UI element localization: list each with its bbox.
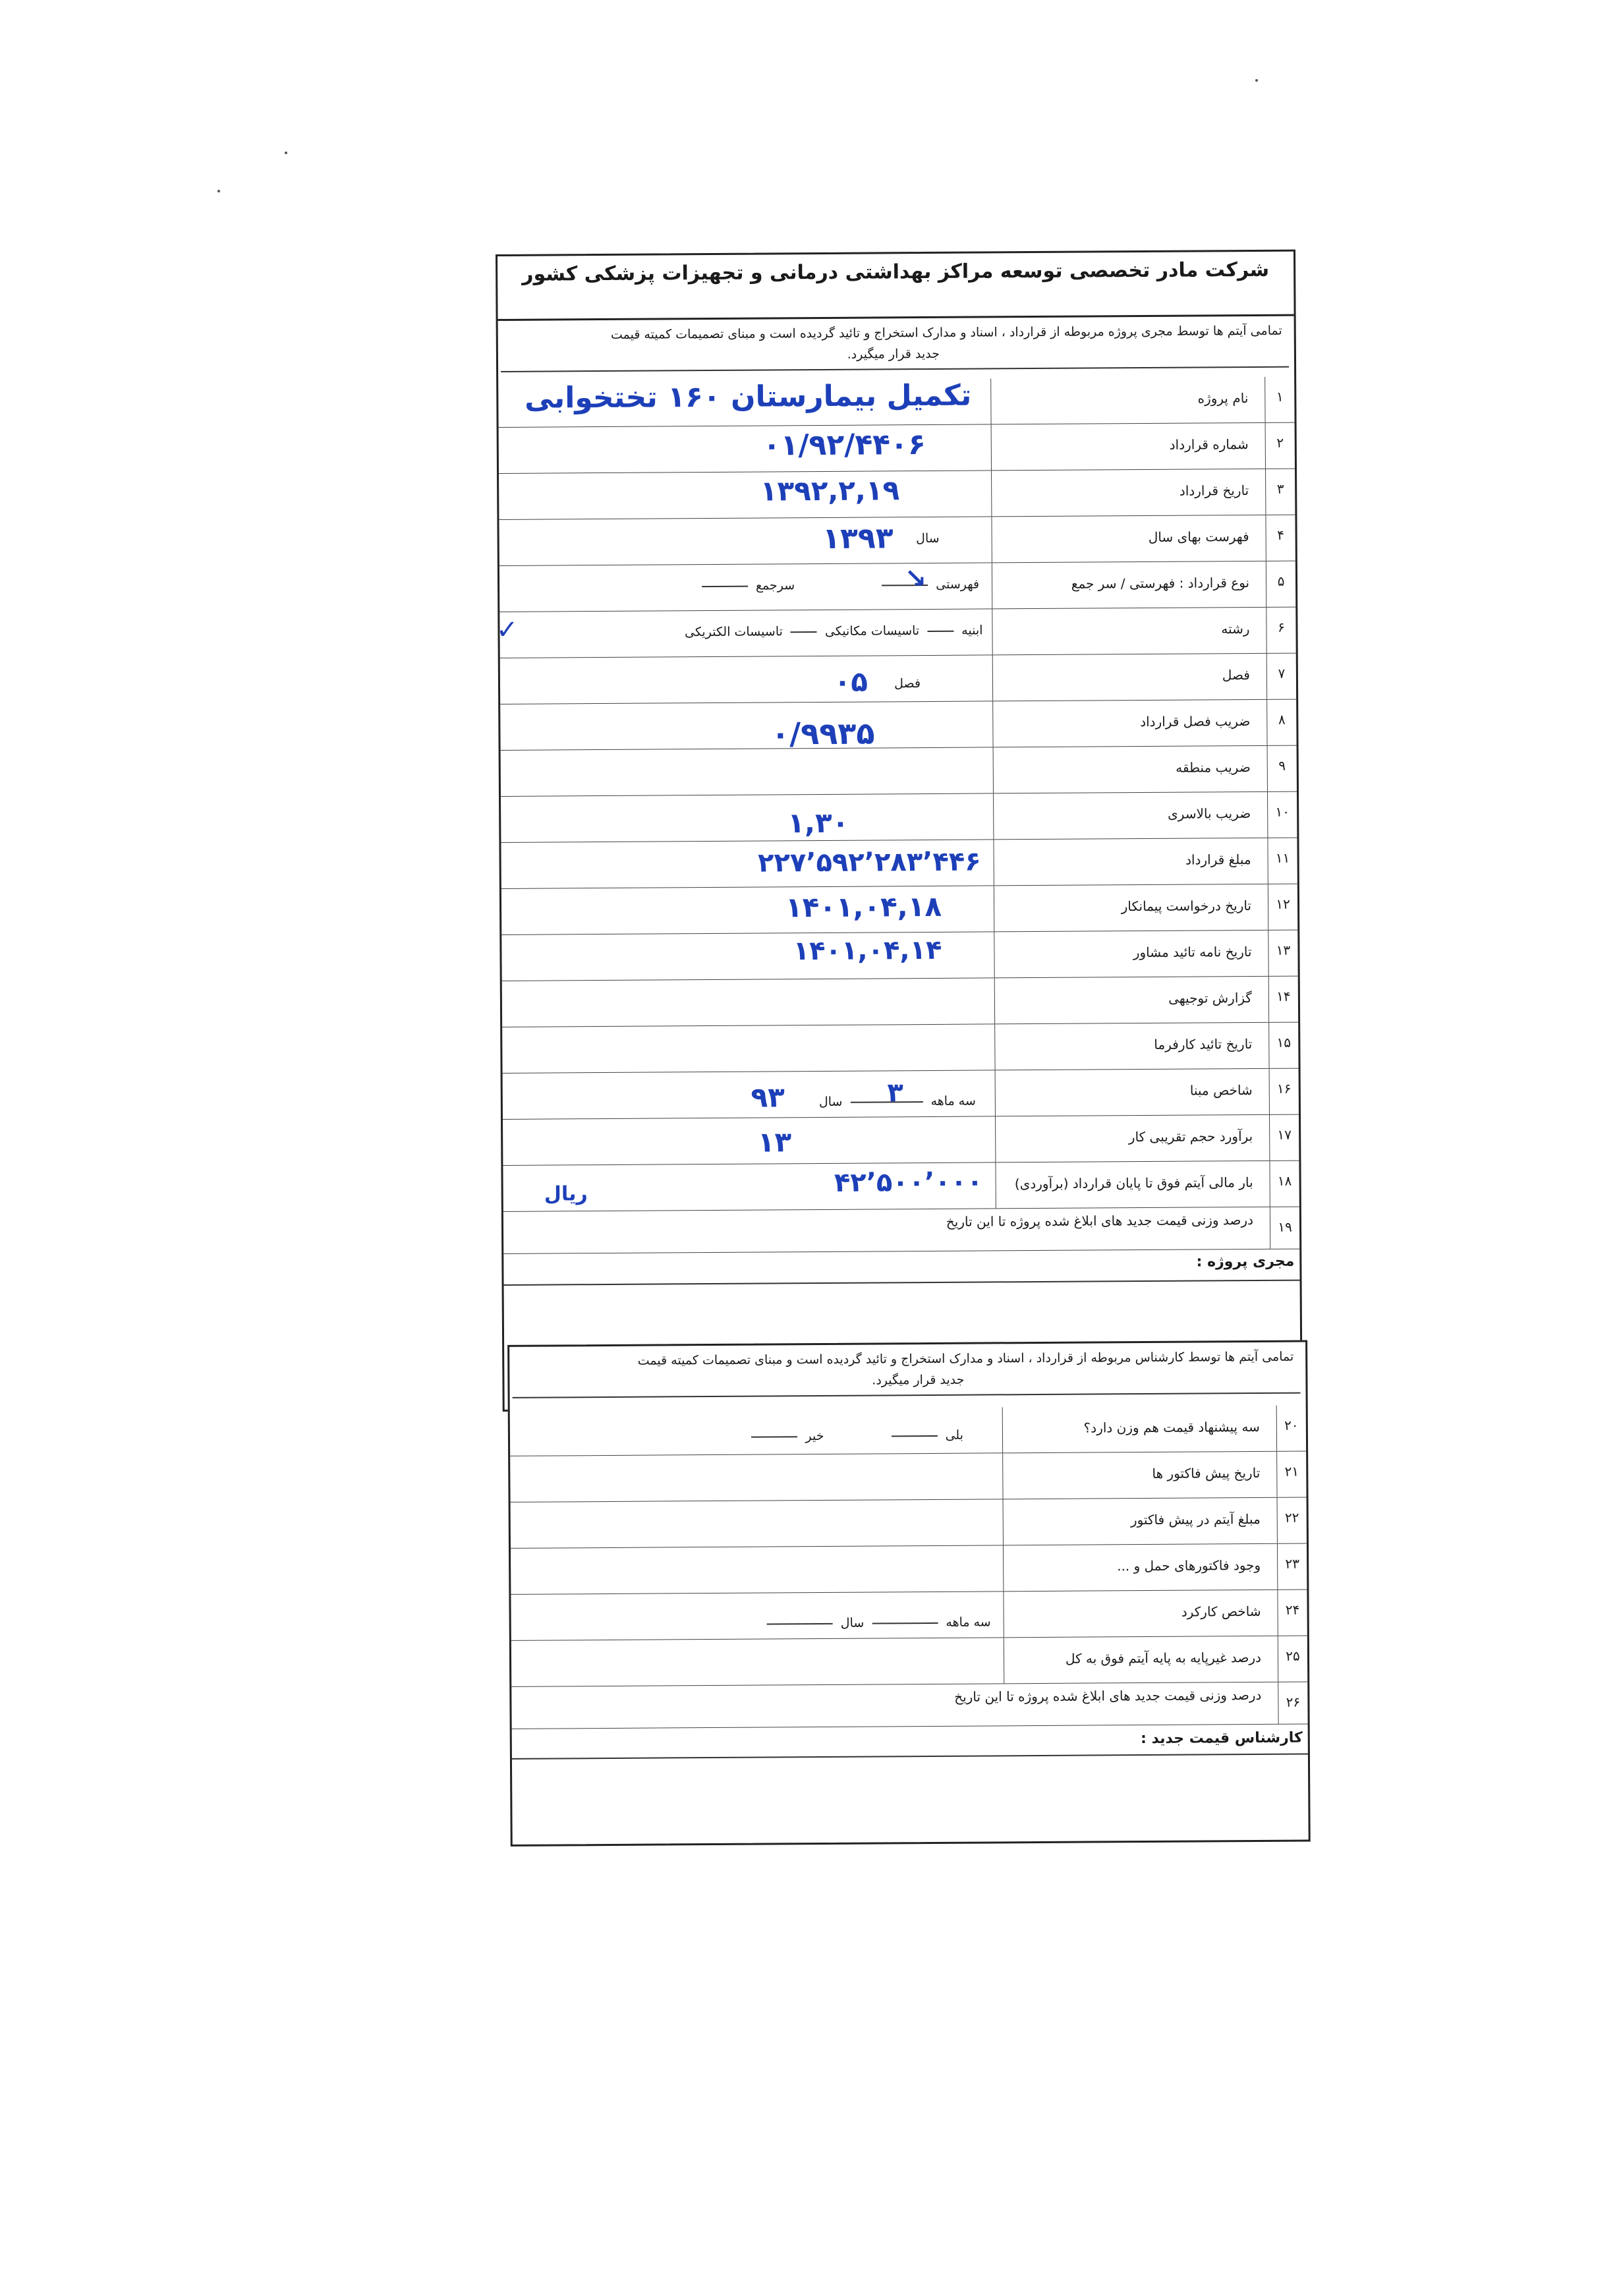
- row-number: ۲۴: [1277, 1590, 1307, 1636]
- row-label: تاریخ تائید کارفرما: [1154, 1036, 1253, 1052]
- handwritten-volume-estimate: ۱۳: [757, 1126, 792, 1159]
- row-label: درصد وزنی قیمت جدید های ابلاغ شده پروژه تا این تاریخ: [954, 1686, 1262, 1705]
- option-sarjam: سرجمع: [755, 578, 795, 593]
- row-21: [510, 1452, 1306, 1503]
- column-divider: [991, 471, 992, 516]
- row-number: ۲۱: [1276, 1452, 1306, 1497]
- option-fehresti: فهرستی: [936, 577, 980, 592]
- chapter-label: فصل: [894, 676, 921, 691]
- row-label: مبلغ آیتم در پیش فاکتور: [1130, 1510, 1261, 1528]
- row-number: ۹: [1267, 746, 1297, 791]
- row-7: [500, 654, 1296, 704]
- row-number: ۱: [1264, 377, 1294, 422]
- quarter-label: سه ماهه: [946, 1615, 991, 1630]
- row-18: [503, 1161, 1299, 1212]
- row-15: [502, 1023, 1298, 1074]
- blank-line: [767, 1622, 833, 1624]
- option-electrical: تاسیسات الکتریکی: [685, 624, 783, 640]
- row-number: ۷: [1266, 654, 1296, 699]
- divider-line: [504, 1280, 1300, 1286]
- handwritten-price-list-year: ۱۳۹۳: [822, 521, 894, 556]
- row-label: گزارش توجیهی: [1168, 990, 1252, 1006]
- section2-intro-line1: تمامی آیتم ها توسط کارشناس مربوطه از قرارداد ، اسناد و مدارک استخراج و تائید گردیده است و مبنای تصمیمات کمیته قیمت: [637, 1349, 1294, 1368]
- row-number: ۳: [1265, 469, 1295, 515]
- scan-speck: [285, 152, 287, 154]
- checkmark-icon: ✓: [496, 614, 519, 646]
- row-20: [510, 1406, 1306, 1456]
- column-divider: [993, 840, 994, 885]
- section1-intro-line1: تمامی آیتم ها توسط مجری پروژه مربوطه از قرارداد ، اسناد و مدارک استخراج و تائید گردیده است و مبنای تصمیمات کمیته قیمت: [610, 323, 1282, 342]
- row-4: [499, 515, 1295, 566]
- row-10: [501, 792, 1297, 843]
- row-1: [498, 377, 1294, 428]
- row-17: [503, 1115, 1299, 1166]
- row-number: ۱۶: [1269, 1069, 1299, 1114]
- handwritten-contractor-request-date: ۱۴۰۱,۰۴,۱۸: [785, 890, 942, 924]
- blank-line: [891, 1435, 937, 1436]
- handwritten-unit-note: ریال: [544, 1182, 588, 1206]
- row-label: بار مالی آیتم فوق تا پایان قرارداد (برآوردی): [1014, 1174, 1253, 1192]
- column-divider: [993, 747, 994, 793]
- row-11: [501, 838, 1297, 889]
- row-number: ۲۲: [1277, 1498, 1307, 1543]
- column-divider: [992, 701, 993, 747]
- column-divider: [991, 424, 992, 470]
- form-section-expert: [507, 1340, 1311, 1847]
- row-label: درصد وزنی قیمت جدید های ابلاغ شده پروژه تا این تاریخ: [946, 1212, 1254, 1230]
- blank-line: [872, 1622, 938, 1624]
- row-number: ۱۸: [1269, 1161, 1299, 1207]
- handwritten-consultant-letter-date: ۱۴۰۱,۰۴,۱۴: [793, 934, 942, 967]
- row-label: شاخص کارکرد: [1181, 1603, 1261, 1620]
- row-label: سه پیشنهاد قیمت هم وزن دارد؟: [1083, 1418, 1260, 1436]
- row-number: ۲۵: [1278, 1636, 1307, 1682]
- row-number: ۱۴: [1268, 977, 1298, 1022]
- row-2: [499, 423, 1295, 474]
- scan-speck: [217, 190, 220, 192]
- handwritten-financial-burden: ۴۲٬۵۰۰٬۰۰۰: [834, 1166, 983, 1198]
- row-number: ۱۰: [1267, 792, 1297, 838]
- handwritten-base-year: ۹۳: [751, 1081, 785, 1114]
- row-label: تاریخ درخواست پیمانکار: [1121, 898, 1252, 915]
- row-label: فهرست بهای سال: [1148, 529, 1249, 545]
- row-number: ۱۵: [1268, 1023, 1298, 1068]
- column-divider: [1003, 1545, 1004, 1591]
- column-divider: [991, 517, 992, 562]
- row-3: [499, 469, 1295, 520]
- form-sheet: [496, 250, 1305, 1848]
- row-24: [511, 1590, 1307, 1641]
- option-abnieh: ابنیه: [961, 623, 983, 638]
- row-label: تاریخ قرارداد: [1179, 482, 1249, 499]
- row-number: ۱۷: [1269, 1115, 1299, 1161]
- row-number: ۲۶: [1278, 1682, 1307, 1724]
- quarter-label: سه ماهه: [930, 1093, 976, 1108]
- handwritten-contract-number: ۰۱/۹۲/۴۴۰۶: [762, 428, 926, 463]
- row-label: تاریخ نامه تائید مشاور: [1133, 944, 1252, 961]
- column-divider: [995, 1070, 996, 1116]
- row-label: فصل: [1222, 667, 1250, 683]
- form-section-contractor: [496, 250, 1303, 1412]
- section2-intro: [512, 1342, 1300, 1398]
- option-no: خیر: [805, 1428, 824, 1444]
- column-divider: [1002, 1453, 1003, 1499]
- row-label: ضریب بالاسری: [1168, 805, 1251, 822]
- checkmark-icon: ↘: [904, 563, 927, 594]
- row-label: ضریب منطقه: [1176, 759, 1251, 776]
- row-label: شماره قرارداد: [1169, 436, 1249, 453]
- row-13: [501, 931, 1297, 981]
- blank-line: [751, 1436, 797, 1437]
- column-divider: [994, 1024, 995, 1070]
- section2-intro-line2: جدید قرار میگیرد.: [872, 1372, 965, 1388]
- divider-line: [512, 1754, 1308, 1760]
- row-label: مبلغ قرارداد: [1185, 851, 1251, 868]
- section1-intro-line2: جدید قرار میگیرد.: [847, 346, 940, 362]
- section1-intro: [501, 316, 1289, 372]
- handwritten-overhead-coefficient: ۱,۳۰: [787, 806, 849, 840]
- row-22: [511, 1498, 1307, 1549]
- row-label: درصد غیرپایه به پایه آیتم فوق به کل: [1065, 1649, 1262, 1667]
- row-19: [503, 1207, 1299, 1254]
- header-title: شرکت مادر تخصصی توسعه مراکز بهداشتی درمانی و تجهیزات پزشکی کشور: [522, 258, 1270, 286]
- row-label: نوع قرارداد : فهرستی / سر جمع: [1071, 575, 1250, 592]
- year-label: سال: [916, 531, 940, 546]
- blank-line: [702, 585, 748, 587]
- option-yes: بلی: [945, 1427, 964, 1443]
- row-label: برآورد حجم تقریبی کار: [1128, 1128, 1253, 1145]
- column-divider: [1003, 1592, 1004, 1637]
- blank-line: [927, 630, 953, 631]
- row-label: نام پروژه: [1197, 390, 1249, 407]
- row-16: [503, 1069, 1299, 1120]
- row-label: شاخص مبنا: [1189, 1082, 1253, 1099]
- scan-speck: [1255, 79, 1258, 82]
- handwritten-chapter-coefficient: ۰/۹۹۳۵: [771, 715, 875, 752]
- row-number: ۸: [1266, 700, 1296, 745]
- handwritten-base-quarter: ۳: [887, 1077, 903, 1108]
- handwritten-chapter: ۰۵: [834, 665, 868, 698]
- project-manager-label: مجری پروژه :: [1196, 1253, 1295, 1271]
- column-divider: [993, 793, 994, 839]
- row-25: [511, 1636, 1307, 1687]
- row-5: [499, 561, 1295, 612]
- row-26: [511, 1682, 1307, 1729]
- row-label: تاریخ پیش فاکتور ها: [1152, 1464, 1261, 1481]
- row-label: وجود فاکتورهای حمل و ...: [1117, 1557, 1261, 1574]
- row-6: [496, 608, 1295, 658]
- year-label: سال: [840, 1615, 865, 1630]
- price-expert-label: کارشناس قیمت جدید :: [1141, 1729, 1303, 1748]
- row-number: ۶: [1266, 608, 1295, 653]
- column-divider: [994, 978, 995, 1023]
- option-mechanical: تاسیسات مکانیکی: [824, 623, 920, 639]
- row-number: ۲۰: [1276, 1406, 1306, 1451]
- column-divider: [1003, 1499, 1004, 1545]
- row-12: [501, 884, 1297, 935]
- row-number: ۱۱: [1267, 838, 1297, 884]
- column-divider: [995, 1116, 996, 1162]
- handwritten-contract-date: ۱۳۹۲,۲,۱۹: [760, 474, 900, 507]
- row-number: ۱۹: [1270, 1207, 1299, 1249]
- row-label: رشته: [1221, 621, 1250, 637]
- form-header: [497, 252, 1294, 321]
- row-number: ۲: [1265, 423, 1295, 469]
- discipline-field: [521, 609, 982, 657]
- row-9: [501, 746, 1297, 797]
- row-8: [500, 700, 1296, 751]
- row-14: [502, 977, 1298, 1027]
- handwritten-contract-amount: ۲۲۷٬۵۹۲٬۲۸۳٬۴۴۶: [757, 846, 981, 878]
- row-label: ضریب فصل قرارداد: [1140, 713, 1251, 730]
- blank-line: [791, 631, 817, 633]
- column-divider: [990, 378, 991, 424]
- row-number: ۵: [1266, 561, 1295, 607]
- column-divider: [992, 655, 993, 701]
- row-number: ۴: [1265, 515, 1295, 561]
- year-label: سال: [818, 1094, 843, 1110]
- row-23: [511, 1544, 1307, 1595]
- column-divider: [1002, 1407, 1003, 1452]
- row-number: ۱۲: [1268, 884, 1297, 930]
- row-number: ۲۳: [1277, 1544, 1307, 1590]
- handwritten-project-name: تکمیل بیمارستان ۱۶۰ تختخوابی: [525, 378, 972, 415]
- row-number: ۱۳: [1268, 931, 1297, 976]
